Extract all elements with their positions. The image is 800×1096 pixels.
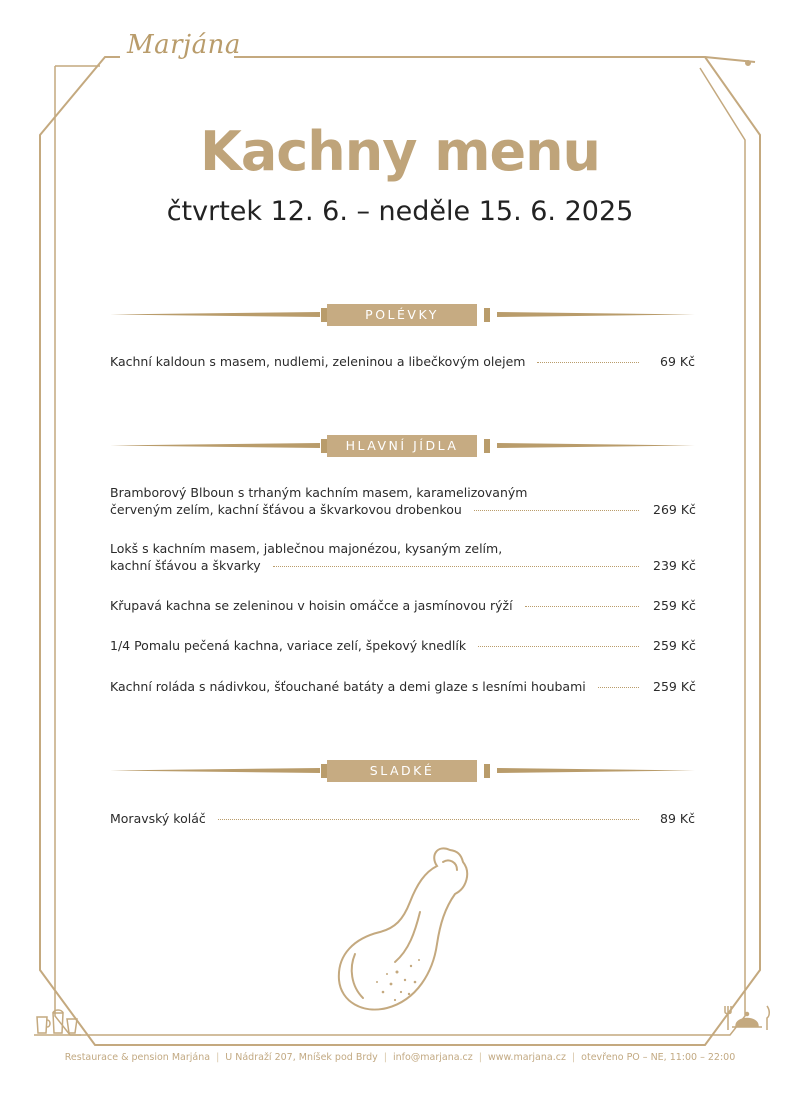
- item-name-line: Bramborový Blboun s trhaným kachním masem, karamelizovaným: [110, 485, 528, 500]
- page-title: Kachny menu: [200, 120, 600, 183]
- dot-leader: [478, 646, 639, 647]
- item-name-line: červeným zelím, kachní šťávou a škvarkovou drobenkou: [110, 502, 462, 517]
- item-name: Kachní kaldoun s masem, nudlemi, zeleninou a libečkovým olejem: [110, 354, 526, 369]
- menu-item: [110, 484, 695, 518]
- divider-nub: [484, 764, 490, 778]
- item-price: 259 Kč: [653, 638, 696, 653]
- dot-leader: [218, 819, 639, 820]
- item-name: 1/4 Pomalu pečená kachna, variace zelí, špekový knedlík: [110, 638, 467, 653]
- menu-item: [110, 810, 695, 827]
- item-price: 239 Kč: [653, 558, 696, 573]
- date-range: čtvrtek 12. 6. – neděle 15. 6. 2025: [166, 196, 634, 227]
- footer-separator: |: [571, 1052, 576, 1063]
- footer-hours: otevřeno PO – NE, 11:00 – 22:00: [581, 1052, 736, 1063]
- duck-leg-icon: [325, 842, 480, 1017]
- divider-right: [497, 768, 695, 773]
- footer-web-link[interactable]: www.marjana.cz: [487, 1052, 566, 1063]
- divider-left: [110, 312, 320, 317]
- divider-right: [497, 312, 695, 317]
- item-name: Kachní roláda s nádivkou, šťouchané batáty a demi glaze s lesními houbami: [110, 679, 586, 694]
- divider-left: [110, 768, 320, 773]
- footer-separator: |: [383, 1052, 387, 1063]
- section-header-mains: [110, 435, 695, 457]
- item-price: 69 Kč: [660, 354, 695, 369]
- divider-nub: [484, 308, 490, 322]
- item-price: 89 Kč: [660, 811, 695, 826]
- item-price: 259 Kč: [653, 679, 696, 694]
- cloche-cutlery-icon: [722, 1000, 772, 1034]
- item-name-line: Lokš s kachním masem, jablečnou majonézou, kysaným zelím,: [110, 541, 503, 556]
- dot-leader: [537, 362, 639, 363]
- restaurant-logo: Marjána: [127, 30, 241, 60]
- menu-item: [110, 597, 695, 614]
- divider-right: [497, 443, 695, 448]
- menu-item: [110, 353, 695, 370]
- item-name-line: kachní šťávou a škvarky: [110, 558, 261, 573]
- menu-item: [110, 637, 695, 654]
- item-name: Křupavá kachna se zeleninou v hoisin omáčce a jasmínovou rýží: [110, 598, 513, 613]
- menu-item: [110, 678, 695, 695]
- divider-left: [110, 443, 320, 448]
- section-header-soups: [110, 304, 695, 326]
- divider-nub: [484, 439, 490, 453]
- item-name: Moravský koláč: [110, 811, 206, 826]
- section-label: HLAVNÍ JÍDLA: [327, 435, 477, 457]
- dot-leader: [525, 606, 639, 607]
- dot-leader: [598, 687, 639, 688]
- footer: [0, 1052, 800, 1063]
- footer-separator: |: [478, 1052, 482, 1063]
- footer-address: U Nádraží 207, Mníšek pod Brdy: [225, 1052, 378, 1063]
- dot-leader: [273, 566, 639, 567]
- footer-separator: |: [216, 1052, 220, 1063]
- drinks-icon: [33, 1005, 83, 1037]
- section-header-desserts: [110, 760, 695, 782]
- item-price: 269 Kč: [653, 502, 696, 517]
- item-price: 259 Kč: [653, 598, 696, 613]
- footer-name: Restaurace & pension Marjána: [64, 1052, 211, 1063]
- footer-email-link[interactable]: info@marjana.cz: [392, 1052, 473, 1063]
- dot-leader: [474, 510, 639, 511]
- menu-item: [110, 540, 695, 574]
- section-label: POLÉVKY: [327, 304, 477, 326]
- section-label: SLADKÉ: [327, 760, 477, 782]
